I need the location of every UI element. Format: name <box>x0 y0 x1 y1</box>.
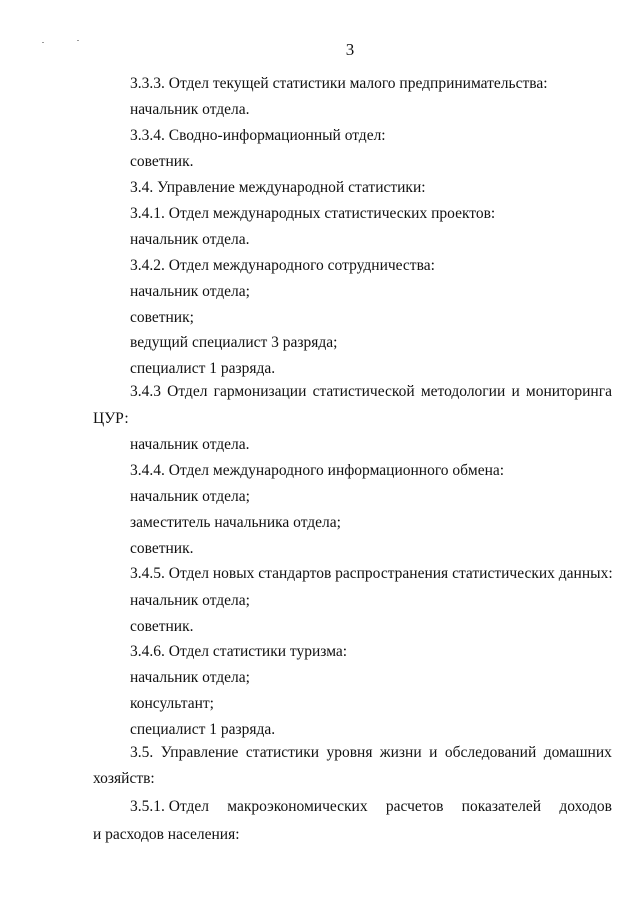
position-line: специалист 1 разряда. <box>130 721 276 738</box>
word: показателей <box>461 798 542 815</box>
position-line: советник. <box>130 618 194 635</box>
word: и <box>429 744 438 761</box>
word: Отдел <box>167 383 208 400</box>
word: Управление <box>160 744 239 761</box>
continuation-line: ЦУР: <box>93 410 129 427</box>
justified-line <box>130 797 612 817</box>
position-line: специалист 1 разряда. <box>130 360 276 377</box>
continuation-line: и расходов населения: <box>93 826 240 843</box>
section-3-4-4: 3.4.4. Отдел международного информационного обмена: <box>130 462 505 479</box>
section-3-4-5: 3.4.5. Отдел новых стандартов распространения статистических данных: <box>130 565 613 582</box>
section-3-4-1: 3.4.1. Отдел международных статистических проектов: <box>130 205 496 222</box>
position-line: заместитель начальника отдела; <box>130 514 341 531</box>
position-line: начальник отдела. <box>130 436 250 453</box>
section-3-4: 3.4. Управление международной статистики: <box>130 179 426 196</box>
word: расчетов <box>385 798 444 815</box>
word: мониторинга <box>525 383 612 400</box>
word: обследований <box>444 744 537 761</box>
word: макроэкономических <box>227 798 368 815</box>
position-line: начальник отдела. <box>130 101 250 118</box>
section-3-4-3 <box>130 382 612 402</box>
position-line: советник. <box>130 540 194 557</box>
word: методологии <box>420 383 506 400</box>
word: жизни <box>379 744 422 761</box>
position-line: начальник отдела. <box>130 231 250 248</box>
word: домашних <box>543 744 612 761</box>
justified-line <box>130 382 612 402</box>
section-3-3-4: 3.3.4. Сводно-информационный отдел: <box>130 127 386 144</box>
word: 3.5. <box>130 744 154 761</box>
section-3-5 <box>130 743 612 763</box>
word: статистики <box>245 744 320 761</box>
position-line: советник. <box>130 153 194 170</box>
position-line: начальник отдела; <box>130 669 250 686</box>
word: доходов <box>559 798 612 815</box>
section-3-3-3: 3.3.3. Отдел текущей статистики малого предпринимательства: <box>130 75 548 92</box>
word: и <box>511 383 520 400</box>
position-line: консультант; <box>130 695 214 712</box>
page-number: 3 <box>345 40 355 59</box>
position-line: начальник отдела; <box>130 283 250 300</box>
position-line: ведущий специалист 3 разряда; <box>130 334 338 351</box>
section-3-5-1 <box>130 797 612 817</box>
position-line: начальник отдела; <box>130 592 250 609</box>
word: уровня <box>326 744 373 761</box>
continuation-line: хозяйств: <box>93 770 155 787</box>
justified-line <box>130 743 612 763</box>
section-3-4-6: 3.4.6. Отдел статистики туризма: <box>130 643 348 660</box>
position-line: начальник отдела; <box>130 488 250 505</box>
word: гармонизации <box>213 383 307 400</box>
position-line: советник; <box>130 309 194 326</box>
word: 3.4.3 <box>130 383 161 400</box>
section-3-4-2: 3.4.2. Отдел международного сотрудничества: <box>130 257 435 274</box>
word: 3.5.1. Отдел <box>130 798 210 815</box>
word: статистической <box>312 383 415 400</box>
